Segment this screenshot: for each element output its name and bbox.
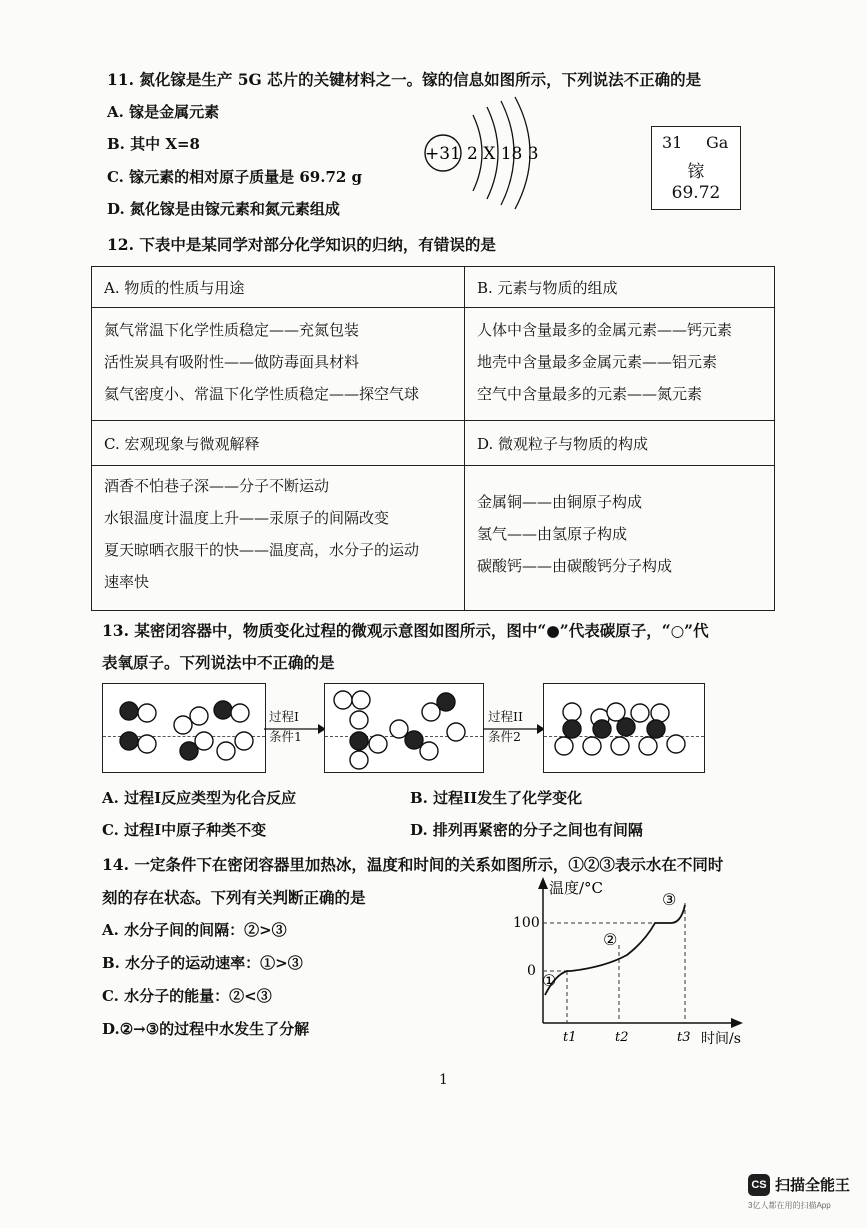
table-cell-c-content — [92, 466, 465, 611]
table-line: 氮气常温下化学性质稳定——充氮包装 — [104, 321, 360, 339]
x-tick-label: t1 — [563, 1030, 577, 1045]
atom-structure-diagram — [415, 95, 555, 215]
molecules-2 — [325, 684, 483, 772]
table-line: 酒香不怕巷子深——分子不断运动 — [104, 477, 330, 495]
y-tick-label: 100 — [513, 915, 540, 931]
molecules-3 — [544, 684, 704, 772]
state-box-1 — [102, 683, 266, 773]
q11-stem: 11. 氮化镓是生产 5G 芯片的关键材料之一。镓的信息如图所示，下列说法不正确的是 — [107, 70, 702, 89]
q11-option-b: B. 其中 X=8 — [107, 135, 200, 153]
state-marker-1: ① — [542, 971, 557, 990]
q13-option-a: A. 过程I反应类型为化合反应 — [102, 789, 297, 807]
cs-logo-icon: CS — [748, 1174, 770, 1196]
table-line: 氦气密度小、常温下化学性质稳定——探空气球 — [104, 385, 420, 403]
table-line: 夏天晾晒衣服干的快——温度高，水分子的运动 — [104, 541, 420, 559]
state-box-3 — [543, 683, 705, 773]
y-axis-label: 温度/°C — [549, 879, 604, 897]
brand-name: 扫描全能王 — [775, 1177, 851, 1194]
temperature-time-chart — [505, 875, 765, 1053]
q14-stem-line1: 14. 一定条件下在密闭容器里加热冰，温度和时间的关系如图所示，①②③表示水在不同时 — [102, 855, 724, 874]
q13-stem-line2: 表氧原子。下列说法中不正确的是 — [102, 653, 335, 672]
state-box-2 — [324, 683, 484, 773]
table-cell-a-content — [92, 308, 465, 421]
table-line: 速率快 — [104, 573, 150, 591]
condition-1-label: 条件1 — [269, 729, 302, 744]
element-name: 镓 — [687, 162, 705, 182]
table-cell-b-content — [465, 308, 775, 421]
table-cell-d-title: D. 微观粒子与物质的构成 — [465, 421, 775, 466]
atom-shells: 2 X 18 3 — [467, 144, 539, 164]
molecules-1 — [103, 684, 265, 772]
q14-option-d: D.②→③的过程中水发生了分解 — [102, 1020, 310, 1038]
x-axis-label: 时间/s — [701, 1031, 741, 1047]
brand-slogan: 3亿人都在用的扫描App — [748, 1201, 831, 1210]
element-symbol: Ga — [706, 133, 729, 152]
q13-stem-line1: 13. 某密闭容器中，物质变化过程的微观示意图如图所示，图中“●”代表碳原子，“○”代 — [102, 621, 709, 640]
process-2-label: 过程II — [488, 709, 523, 724]
process-1-label: 过程I — [269, 709, 299, 724]
table-line: 金属铜——由铜原子构成 — [477, 493, 643, 511]
table-cell-a-title: A. 物质的性质与用途 — [92, 267, 465, 308]
q12-stem: 12. 下表中是某同学对部分化学知识的归纳，有错误的是 — [107, 235, 496, 254]
table-line: 活性炭具有吸附性——做防毒面具材料 — [104, 353, 360, 371]
table-cell-b-title: B. 元素与物质的组成 — [465, 267, 775, 308]
condition-2-label: 条件2 — [488, 729, 521, 744]
element-number: 31 — [662, 133, 683, 152]
q14-stem-line2: 刻的存在状态。下列有关判断正确的是 — [102, 888, 366, 907]
q11-option-c: C. 镓元素的相对原子质量是 69.72 g — [107, 168, 363, 186]
y-tick-label: 0 — [527, 963, 536, 979]
q13-option-c: C. 过程I中原子种类不变 — [102, 821, 267, 839]
q14-option-a: A. 水分子间的间隔：②>③ — [102, 921, 287, 939]
atom-nucleus: +31 — [425, 144, 461, 164]
q14-option-c: C. 水分子的能量：②<③ — [102, 987, 272, 1005]
page-number: 1 — [439, 1072, 448, 1088]
q14-option-b: B. 水分子的运动速率：①>③ — [102, 954, 303, 972]
q11-option-d: D. 氮化镓是由镓元素和氮元素组成 — [107, 200, 340, 218]
table-line: 氢气——由氢原子构成 — [477, 525, 628, 543]
x-tick-label: t3 — [677, 1030, 691, 1045]
table-line: 碳酸钙——由碳酸钙分子构成 — [477, 557, 673, 575]
table-line: 空气中含量最多的元素——氮元素 — [477, 385, 703, 403]
table-line: 地壳中含量最多金属元素——铝元素 — [477, 353, 718, 371]
element-mass: 69.72 — [671, 183, 721, 203]
state-marker-3: ③ — [662, 890, 677, 909]
x-tick-label: t2 — [615, 1030, 629, 1045]
temperature-curve — [545, 905, 685, 995]
table-cell-d-content — [465, 466, 775, 611]
q11-option-a: A. 镓是金属元素 — [107, 103, 220, 121]
q13-option-d: D. 排列再紧密的分子之间也有间隔 — [410, 821, 643, 839]
table-cell-c-title: C. 宏观现象与微观解释 — [92, 421, 465, 466]
table-line: 人体中含量最多的金属元素——钙元素 — [477, 321, 733, 339]
q13-option-b: B. 过程II发生了化学变化 — [410, 789, 583, 807]
table-line: 水银温度计温度上升——汞原子的间隔改变 — [104, 509, 390, 527]
element-card — [651, 126, 741, 210]
state-marker-2: ② — [603, 930, 618, 949]
knowledge-table — [91, 266, 775, 611]
